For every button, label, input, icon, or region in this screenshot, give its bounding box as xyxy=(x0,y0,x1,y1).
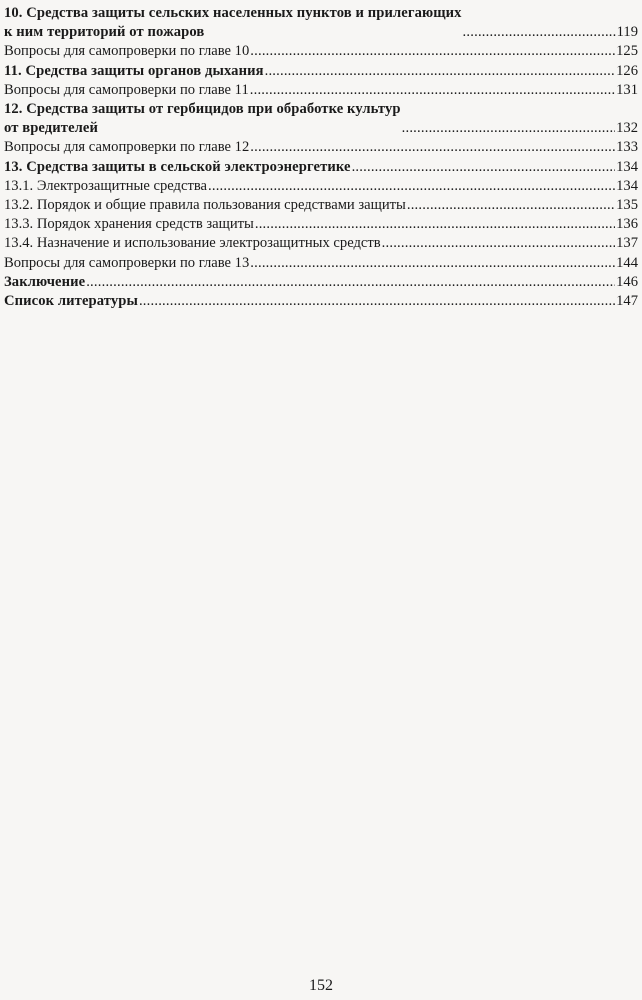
toc-entry-title: 11. Средства защиты органов дыхания xyxy=(4,62,264,79)
toc-leader-dots xyxy=(250,42,615,61)
toc-leader-dots xyxy=(208,177,615,196)
toc-entry-chapter-10 xyxy=(4,4,638,42)
toc-entry-page: 136 xyxy=(616,216,638,233)
toc-entry-page: 119 xyxy=(616,24,638,41)
toc-leader-dots xyxy=(250,81,615,100)
toc-leader-dots xyxy=(352,158,616,177)
toc-entry-chapter-11 xyxy=(4,62,638,81)
toc-leader-dots xyxy=(86,273,615,292)
toc-entry-bibliography xyxy=(4,292,638,311)
toc-entry-title: Заключение xyxy=(4,273,86,290)
toc-leader-dots xyxy=(382,234,615,253)
toc-leader-dots xyxy=(255,215,615,234)
toc-entry-page: 144 xyxy=(616,254,638,271)
toc-entry-chapter-12 xyxy=(4,100,638,138)
toc-entry-page: 132 xyxy=(616,120,638,137)
toc-entry-title: 12. Средства защиты от гербицидов при обработке культур от вредителей xyxy=(4,101,401,137)
toc-entry-questions-10 xyxy=(4,42,638,61)
toc-entry-title: 13.4. Назначение и использование электрозащитных средств xyxy=(4,235,381,252)
toc-entry-section-13-4 xyxy=(4,234,638,253)
toc-entry-title: 10. Средства защиты сельских населенных пунктов и прилегающих к ним территорий от пожаров xyxy=(4,5,462,41)
toc-entry-title: Вопросы для самопроверки по главе 13 xyxy=(4,254,250,271)
toc-leader-dots xyxy=(463,23,616,42)
table-of-contents xyxy=(4,4,638,311)
toc-entry-questions-11 xyxy=(4,81,638,100)
toc-entry-conclusion xyxy=(4,273,638,292)
toc-entry-title: 13.2. Порядок и общие правила пользования средствами защиты xyxy=(4,197,406,214)
toc-leader-dots xyxy=(139,292,615,311)
toc-entry-title: Вопросы для самопроверки по главе 11 xyxy=(4,81,249,98)
toc-entry-title: Вопросы для самопроверки по главе 12 xyxy=(4,139,250,156)
toc-entry-page: 133 xyxy=(616,139,638,156)
toc-entry-section-13-1 xyxy=(4,177,638,196)
toc-entry-page: 131 xyxy=(616,81,638,98)
toc-leader-dots xyxy=(402,119,615,138)
toc-entry-questions-13 xyxy=(4,254,638,273)
toc-entry-page: 146 xyxy=(616,273,638,290)
toc-entry-title: 13.1. Электрозащитные средства xyxy=(4,177,208,194)
toc-entry-page: 135 xyxy=(616,197,638,214)
toc-entry-section-13-2 xyxy=(4,196,638,215)
toc-entry-title: Список литературы xyxy=(4,293,138,310)
toc-entry-chapter-13 xyxy=(4,158,638,177)
toc-leader-dots xyxy=(250,138,615,157)
toc-entry-questions-12 xyxy=(4,138,638,157)
toc-leader-dots xyxy=(250,254,615,273)
toc-entry-title: 13.3. Порядок хранения средств защиты xyxy=(4,216,254,233)
toc-leader-dots xyxy=(265,62,616,81)
toc-entry-page: 134 xyxy=(616,158,638,175)
toc-entry-page: 147 xyxy=(616,293,638,310)
toc-leader-dots xyxy=(407,196,615,215)
toc-entry-page: 125 xyxy=(616,43,638,60)
toc-entry-page: 134 xyxy=(616,177,638,194)
toc-entry-page: 126 xyxy=(616,62,638,79)
toc-entry-page: 137 xyxy=(616,235,638,252)
toc-entry-title: Вопросы для самопроверки по главе 10 xyxy=(4,43,250,60)
toc-entry-title: 13. Средства защиты в сельской электроэнергетике xyxy=(4,158,351,175)
toc-entry-section-13-3 xyxy=(4,215,638,234)
page-number: 152 xyxy=(309,977,333,994)
